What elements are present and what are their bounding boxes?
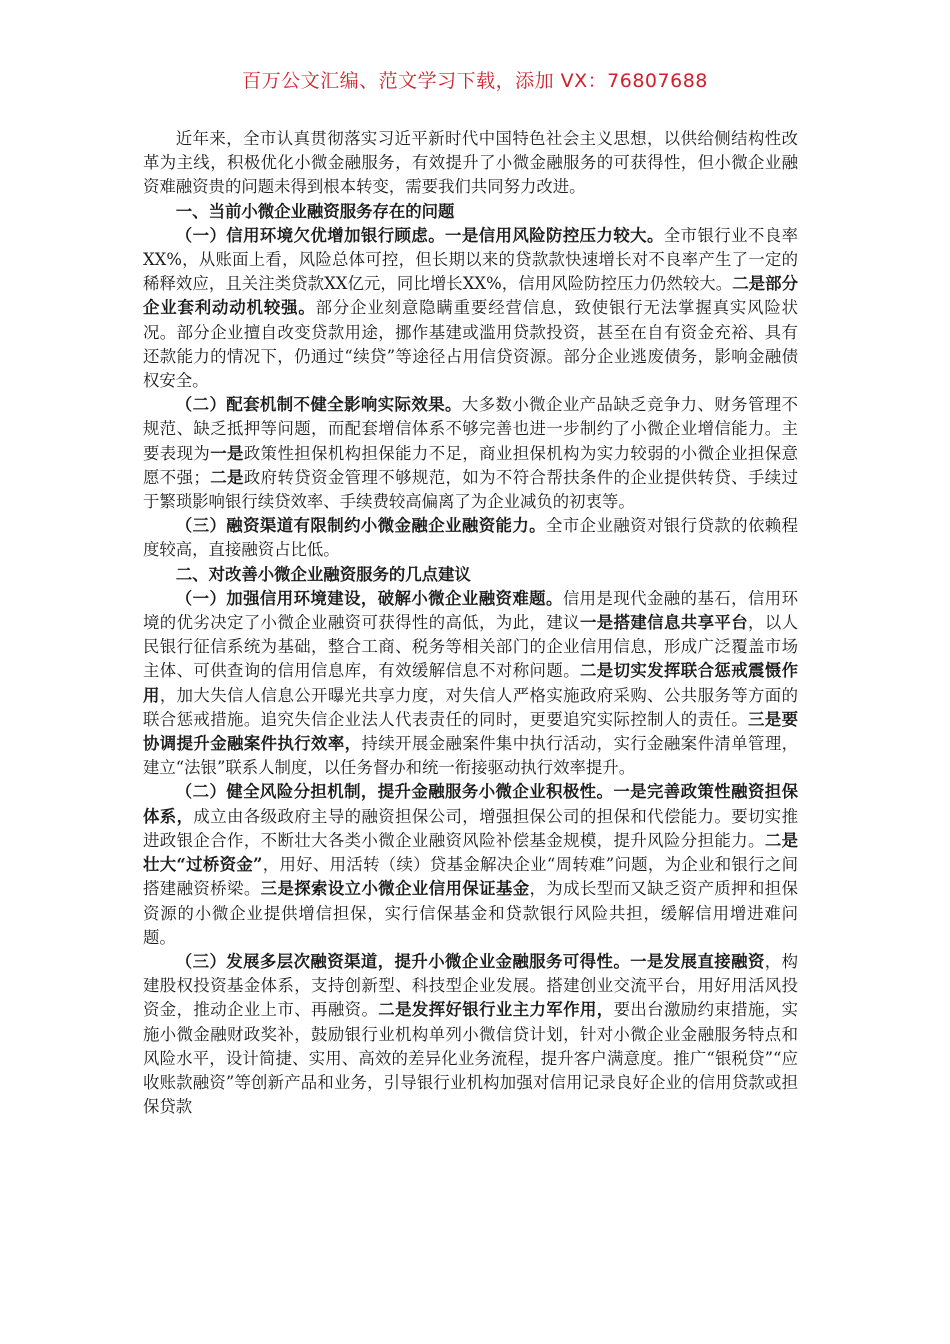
text-run: 部分企业刻意隐瞒重要经营信息，致使银行无法掌握真实风险状况。部分企业擅自改变贷款用途，挪作基建或滥用贷款投资，甚至在自有资金充裕、具有还款能力的情况下，仍通过“续贷”等途径占用信贷资源。部分企业逃废债务，影响金融债权安全。 <box>143 298 799 391</box>
bold-run: 三是探索设立小微企业信用保证基金 <box>260 879 530 899</box>
text-run: 信用是现代金融的基石，信用环境的优劣决定了小微企业融资可获得性的高低，为此，建议 <box>143 588 798 633</box>
bold-run: （三）发展多层次融资渠道，提升小微企业金融服务可得性。一是发展直接融资 <box>175 951 765 971</box>
paragraph-multilevel-channels <box>143 950 798 1119</box>
section-heading-2 <box>143 563 798 587</box>
bold-run: 二是 <box>209 467 244 487</box>
text-run: 政府转贷资金管理不够规范，如为不符合帮扶条件的企业提供转贷、手续过于繁琐影响银行续贷效率、手续费较高偏离了为企业减负的初衷等。 <box>143 467 799 512</box>
bold-run: 二是切实发挥联合惩戒震慑作用 <box>143 661 799 705</box>
paragraph-risk-sharing <box>143 780 798 949</box>
text-run: 要出台激励约束措施，实施小微金融财政奖补，鼓励银行业机构单列小微信贷计划，针对小微企业金融服务特点和风险水平，设计简捷、实用、高效的差异化业务流程，提升客户满意度。推广“银税贷”“应收账款融资”等创新产品和业务，引导银行业机构加强对信用记录良好企业的信用贷款或担保贷款 <box>143 1000 799 1117</box>
text-run: ，加大失信人信息公开曝光共享力度，对失信人严格实施政府采购、公共服务等方面的联合惩戒措施。追究失信企业法人代表责任的同时，更要追究实际控制人的责任。 <box>143 685 799 729</box>
section-heading-1-text: 一、当前小微企业融资服务存在的问题 <box>175 201 455 221</box>
text-run: ，为成长型而又缺乏资产质押和担保资源的小微企业提供增信担保，实行信保基金和贷款银行风险共担，缓解信用增进难问题。 <box>143 879 799 947</box>
bold-run: （三）融资渠道有限制约小微金融企业融资能力。 <box>175 516 547 536</box>
section-heading-2-text: 二、对改善小微企业融资服务的几点建议 <box>175 564 471 584</box>
text-run: 持续开展金融案件集中执行活动，实行金融案件清单管理，建立“法银”联系人制度，以任务督办和统一衔接驱动执行效率提升。 <box>143 734 799 778</box>
intro-paragraph: 近年来，全市认真贯彻落实习近平新时代中国特色社会主义思想，以供给侧结构性改革为主线，积极优化小微金融服务，有效提升了小微金融服务的可获得性，但小微企业融资难融资贵的问题未得到根本转变，需要我们共同努力改进。 <box>143 129 798 197</box>
bold-run: 三是要协调提升金融案件执行效率， <box>143 709 799 754</box>
bold-run: （二）健全风险分担机制，提升金融服务小微企业积极性。一是完善政策性融资担保体系， <box>143 782 798 826</box>
bold-run: 一是搭建信息共享平台 <box>579 613 749 633</box>
text-run: ，构建股权投资基金体系，支持创新型、科技型企业发展。搭建创业交流平台，用好用活风投资金，推动企业上市、再融资。 <box>143 951 798 1020</box>
text-run: ，用好、用活转（续）贷基金解决企业“周转难”问题，为企业和银行之间搭建融资桥梁。 <box>143 855 798 899</box>
document-body <box>143 127 798 1119</box>
bold-run: 一是 <box>210 443 244 463</box>
paragraph-credit-environment <box>143 224 798 393</box>
header-banner: 百万公文汇编、范文学习下载，添加 VX：76807688 <box>242 70 708 92</box>
paragraph-supporting-mechanism <box>143 393 798 514</box>
text-run: ，以人民银行征信系统为基础，整合工商、税务等相关部门的企业信用信息，形成广泛覆盖市场主体、可供查询的信用信息库，有效缓解信息不对称问题。 <box>143 613 799 681</box>
paragraph-credit-construction <box>143 587 798 781</box>
text-run: 全市企业融资对银行贷款的依赖程度较高，直接融资占比低。 <box>143 516 798 560</box>
text-run: 政策性担保机构担保能力不足，商业担保机构为实力较弱的小微企业担保意愿不强； <box>143 443 799 487</box>
bold-run: （一）加强信用环境建设，破解小微企业融资难题。 <box>175 588 563 608</box>
section-heading-1 <box>143 200 798 224</box>
text-run: 大多数小微企业产品缺乏竞争力、财务管理不规范、缺乏抵押等问题，而配套增信体系不够完善也进一步制约了小微企业增信能力。主要表现为 <box>143 395 798 463</box>
text-run: 成立由各级政府主导的融资担保公司，增强担保公司的担保和代偿能力。要切实推进政银企合作，不断壮大各类小微企业融资风险补偿基金规模，提升风险分担能力。 <box>143 806 799 850</box>
bold-run: 二是部分企业套利动动机较强。 <box>143 274 798 318</box>
paragraph-financing-channels <box>143 514 798 562</box>
bold-run: 二是壮大“过桥资金” <box>143 830 799 875</box>
text-run: 全市银行业不良率XX%，从账面上看，风险总体可控，但长期以来的贷款款快速增长对不良率产生了一定的稀释效应，且关注类贷款XX亿元，同比增长XX%，信用风险防控压力仍然较大。 <box>143 225 798 294</box>
bold-run: 二是发挥好银行业主力军作用， <box>378 1000 614 1020</box>
bold-run: （二）配套机制不健全影响实际效果。 <box>175 395 462 415</box>
bold-run: （一）信用环境欠优增加银行顾虑。一是信用风险防控压力较大。 <box>175 225 664 245</box>
